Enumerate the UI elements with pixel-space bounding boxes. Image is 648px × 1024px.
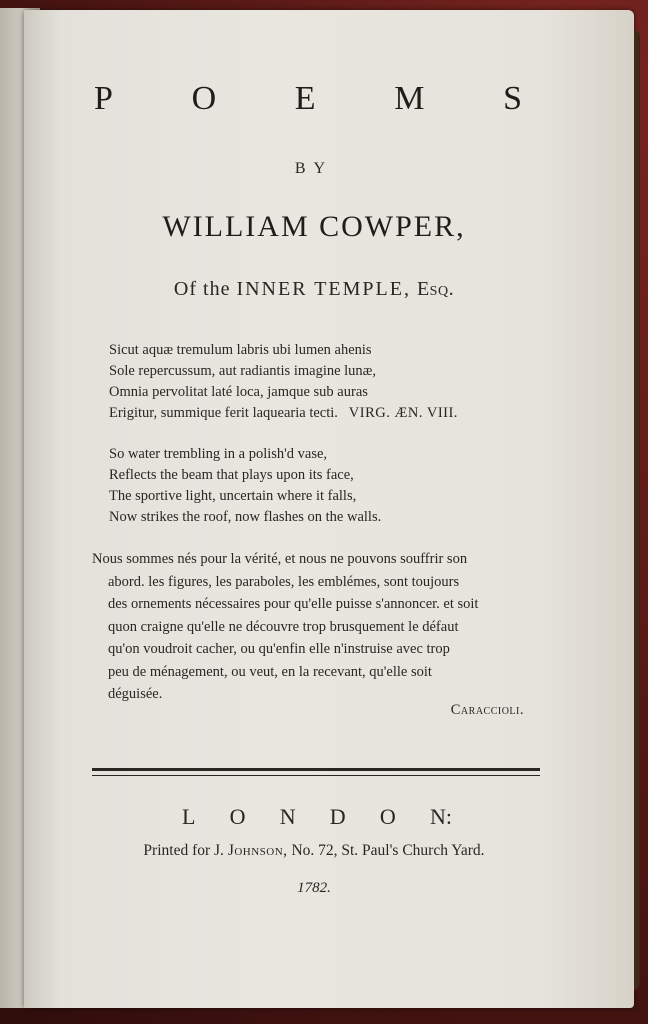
latin-line: Omnia pervolitat laté loca, jamque sub auras bbox=[109, 384, 368, 400]
french-line: Nous sommes nés pour la vérité, et nous ne pouvons souffrir son bbox=[92, 551, 468, 567]
affiliation-prefix: Of the bbox=[173, 278, 231, 300]
imprint-after: No. 72, St. Paul's Church Yard. bbox=[291, 842, 485, 859]
affiliation-suffix: Esq. bbox=[416, 278, 455, 300]
english-line: So water trembling in a polish'd vase, bbox=[109, 446, 328, 462]
title-letter: S bbox=[503, 80, 524, 117]
latin-line: Sole repercussum, aut radiantis imagine lunæ, bbox=[109, 363, 376, 379]
title-letter: M bbox=[394, 80, 427, 117]
french-source: Caraccioli. bbox=[450, 702, 524, 718]
imprint-line bbox=[24, 842, 604, 860]
title-letter: P bbox=[94, 80, 115, 117]
french-line: des ornements nécessaires pour qu'elle puisse s'annoncer. et soit bbox=[108, 596, 479, 612]
latin-line: Sicut aquæ tremulum labris ubi lumen ahenis bbox=[109, 342, 372, 358]
city-letter: O bbox=[229, 804, 246, 829]
french-line: déguisée. bbox=[108, 686, 163, 702]
title-letter: O bbox=[191, 80, 219, 117]
english-epigraph bbox=[109, 444, 549, 528]
latin-line-last bbox=[109, 403, 549, 424]
title-page bbox=[24, 10, 634, 1008]
affiliation-name: INNER TEMPLE, bbox=[236, 278, 411, 300]
french-epigraph bbox=[92, 548, 540, 706]
book-title bbox=[94, 80, 524, 118]
french-line: quon craigne qu'elle ne découvre trop brusquement le défaut bbox=[108, 618, 459, 635]
city-letter: O bbox=[379, 804, 396, 829]
divider-rule-thin bbox=[92, 775, 540, 776]
city-letter: N: bbox=[429, 804, 452, 829]
imprint-publisher: Johnson, bbox=[227, 842, 288, 859]
english-line: Reflects the beam that plays upon its face, bbox=[109, 467, 354, 483]
french-line: qu'on voudroit cacher, ou qu'enfin elle n'instruise avec trop bbox=[108, 641, 450, 657]
latin-source: VIRG. ÆN. VIII. bbox=[348, 405, 458, 421]
latin-epigraph bbox=[109, 340, 549, 424]
imprint-before: Printed for J. bbox=[143, 842, 224, 859]
author-name: WILLIAM COWPER, bbox=[162, 210, 466, 243]
city-letter: N bbox=[279, 804, 296, 829]
english-line: Now strikes the roof, now flashes on the walls. bbox=[109, 509, 382, 525]
english-line: The sportive light, uncertain where it falls, bbox=[109, 488, 357, 504]
french-line: peu de ménagement, ou veut, en la recevant, qu'elle soit bbox=[108, 663, 432, 680]
divider-rule-thick bbox=[92, 768, 540, 771]
author-affiliation bbox=[24, 278, 604, 301]
latin-line: Erigitur, summique ferit laquearia tecti. bbox=[109, 405, 338, 421]
french-line: abord. les figures, les paraboles, les emblémes, sont toujours bbox=[108, 573, 460, 590]
publication-year: 1782. bbox=[297, 880, 331, 896]
city-letter: D bbox=[329, 804, 346, 829]
imprint-city bbox=[182, 804, 452, 830]
title-letter: E bbox=[294, 80, 318, 117]
by-line: BY bbox=[294, 160, 334, 177]
city-letter: L bbox=[182, 804, 196, 829]
